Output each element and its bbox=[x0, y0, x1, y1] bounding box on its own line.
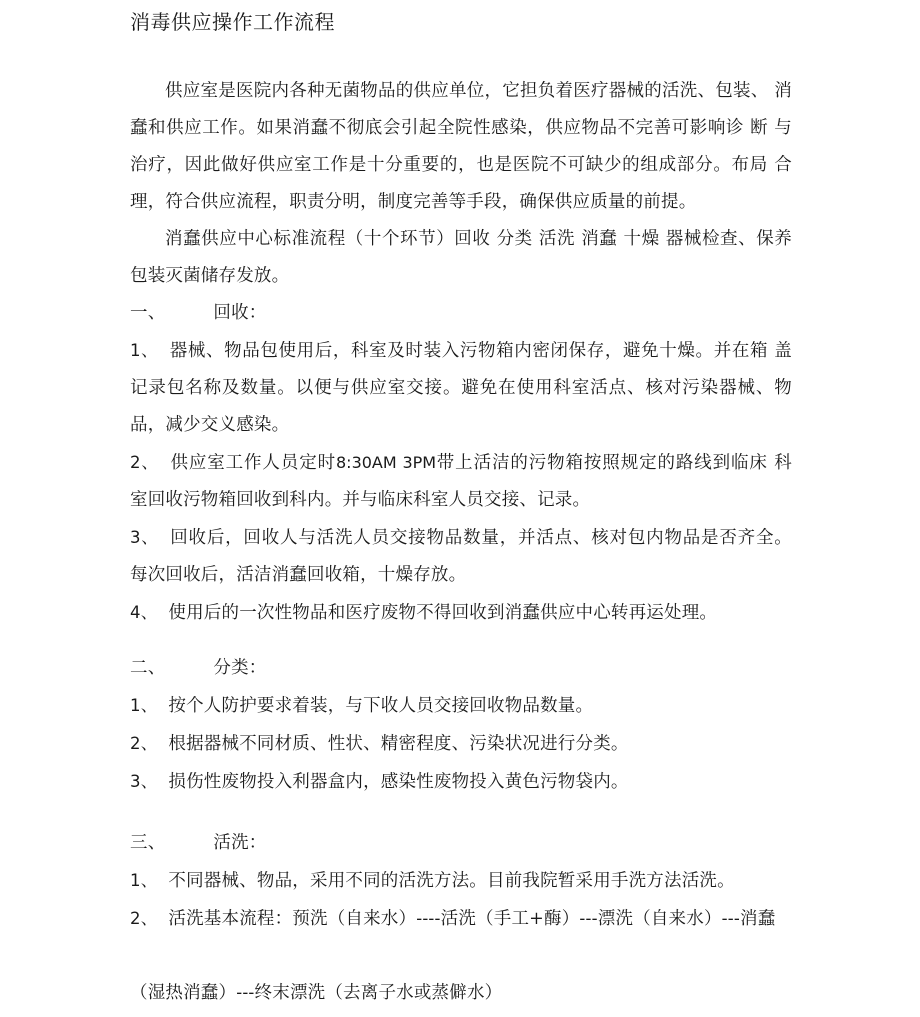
section-classification bbox=[130, 650, 792, 801]
list-item bbox=[130, 862, 792, 900]
section-washing bbox=[130, 825, 792, 1012]
list-marker: 3、 bbox=[130, 528, 159, 547]
list-item bbox=[130, 444, 798, 519]
list-item bbox=[130, 332, 798, 444]
list-text-after: 带上活洁的污物箱按照规定的路线到临床 科 室回收污物箱回收到科内。并与临床科室人员交接、记录。 bbox=[130, 453, 798, 510]
section-title-2: 分类： bbox=[213, 658, 267, 678]
section-number-1: 一、 bbox=[130, 303, 166, 323]
collection-times: 8:30AM 3PM bbox=[336, 453, 437, 472]
list-marker: 1、 bbox=[130, 696, 158, 715]
intro-paragraph-1: 供应室是医院内各种无菌物品的供应单位，它担负着医疗器械的活洗、包装、 消蠢和供应工作。如果消蠢不彻底会引起全院性感染，供应物品不完善可影响诊 断 与治疗，因此做好供应室工作是十分重要的，也是医院不可缺少的组成部分。布局 合理，符合供应流程，职责分明，制度完善等手段，确保供应质量的前提。 bbox=[130, 81, 792, 212]
section-number-3: 三、 bbox=[130, 833, 166, 853]
section-heading-2 bbox=[130, 650, 792, 687]
list-marker: 4、 bbox=[130, 603, 158, 622]
list-item bbox=[130, 519, 798, 594]
list-marker: 2、 bbox=[130, 909, 158, 928]
list-marker: 1、 bbox=[130, 871, 158, 890]
list-text: （湿热消蠢）---终末漂洗（去离子水或蒸僻水） bbox=[130, 983, 503, 1003]
list-item bbox=[130, 687, 792, 725]
list-item bbox=[130, 763, 792, 801]
list-text: 器械、物品包使用后，科室及时装入污物箱内密闭保存，避免十燥。并在箱 盖记录包名称及数量。以便与供应室交接。避免在使用科室活点、核对污染器械、物 品，减少交义感染。 bbox=[130, 341, 798, 435]
list-marker: 1、 bbox=[130, 341, 159, 360]
list-text: 活洗基本流程：预洗（自来水）----活洗（手工+酶）---漂洗（自来水）---消蠢 bbox=[168, 909, 776, 929]
list-text: 根据器械不同材质、性状、精密程度、污染状况进行分类。 bbox=[168, 734, 629, 754]
list-marker: 3、 bbox=[130, 772, 158, 791]
section-heading-1 bbox=[130, 295, 792, 332]
list-text: 回收后，回收人与活洗人员交接物品数量，并活点、核对包内物品是否齐全。 每次回收后，活洁消蠢回收箱，十燥存放。 bbox=[130, 528, 798, 585]
list-marker: 2、 bbox=[130, 734, 158, 753]
section-title-1: 回收： bbox=[213, 303, 267, 323]
list-text: 不同器械、物品，采用不同的活洗方法。目前我院暂采用手洗方法活洗。 bbox=[168, 871, 735, 891]
intro-block bbox=[130, 73, 792, 295]
list-text: 损伤性废物投入利器盒内，感染性废物投入黄色污物袋内。 bbox=[168, 772, 629, 792]
section-heading-3 bbox=[130, 825, 792, 862]
list-text: 使用后的一次性物品和医疗废物不得回收到消蠢供应中心转再运处理。 bbox=[168, 603, 718, 623]
list-item bbox=[130, 725, 792, 763]
list-marker: 2、 bbox=[130, 453, 159, 472]
list-item bbox=[130, 900, 792, 938]
list-text: 按个人防护要求着装，与下收人员交接回收物品数量。 bbox=[168, 696, 594, 716]
list-text-before: 供应室工作人员定时 bbox=[169, 453, 336, 473]
page-title: 消毒供应操作工作流程 bbox=[130, 10, 335, 34]
list-item bbox=[130, 975, 792, 1012]
list-item bbox=[130, 594, 792, 632]
section-title-3: 活洗： bbox=[213, 833, 267, 853]
intro-paragraph-2: 消蠢供应中心标准流程（十个环节）回收 分类 活洗 消蠢 十燥 器械检查、保养包装灭菌储存发放。 bbox=[130, 229, 792, 286]
wash-flow-spacer bbox=[130, 938, 792, 975]
section-recycling bbox=[130, 295, 798, 632]
section-number-2: 二、 bbox=[130, 658, 166, 678]
